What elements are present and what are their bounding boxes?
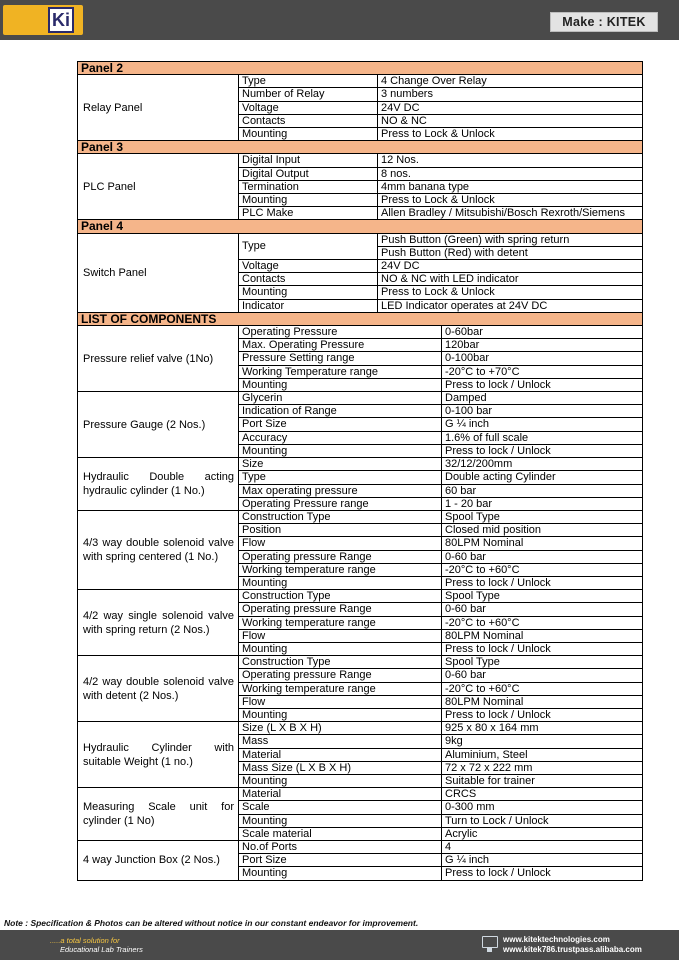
section-header-row <box>78 220 643 233</box>
spec-value: Press to Lock & Unlock <box>378 128 643 141</box>
spec-value: 8 nos. <box>378 167 643 180</box>
spec-value: Allen Bradley / Mitsubishi/Bosch Rexroth/Siemens <box>378 207 643 220</box>
spec-value: Double acting Cylinder <box>442 471 643 484</box>
spec-label: Type <box>239 233 378 259</box>
spec-value: 80LPM Nominal <box>442 695 643 708</box>
spec-value: -20°C to +60°C <box>442 616 643 629</box>
component-name: 4/3 way double solenoid valve with spring centered (1 No.) <box>78 510 239 589</box>
section-header-row <box>78 141 643 154</box>
spec-label: Mounting <box>239 576 442 589</box>
spec-value: 12 Nos. <box>378 154 643 167</box>
table-row <box>78 75 643 88</box>
spec-label: Accuracy <box>239 431 442 444</box>
table-row <box>78 154 643 167</box>
table-row <box>78 392 643 405</box>
spec-label: Termination <box>239 180 378 193</box>
spec-label: Operating Pressure <box>239 326 442 339</box>
section-title: Panel 4 <box>78 220 643 233</box>
section-header-row <box>78 62 643 75</box>
spec-label: Scale material <box>239 827 442 840</box>
spec-label: Flow <box>239 537 442 550</box>
spec-value: 1 - 20 bar <box>442 497 643 510</box>
make-label: Make : KITEK <box>550 12 658 32</box>
spec-value: Spool Type <box>442 656 643 669</box>
spec-value: Closed mid position <box>442 524 643 537</box>
spec-value: Turn to Lock / Unlock <box>442 814 643 827</box>
spec-label: Material <box>239 788 442 801</box>
spec-label: Mounting <box>239 814 442 827</box>
spec-value: -20°C to +60°C <box>442 563 643 576</box>
spec-value: 72 x 72 x 222 mm <box>442 761 643 774</box>
spec-value: 24V DC <box>378 260 643 273</box>
spec-value: 0-300 mm <box>442 801 643 814</box>
spec-value: Press to lock / Unlock <box>442 576 643 589</box>
spec-label: Type <box>239 75 378 88</box>
table-row <box>78 510 643 523</box>
component-name: Switch Panel <box>78 233 239 312</box>
spec-value: Press to lock / Unlock <box>442 708 643 721</box>
spec-value: Aluminium, Steel <box>442 748 643 761</box>
section-header-row <box>78 312 643 325</box>
spec-label: Digital Output <box>239 167 378 180</box>
component-name: 4 way Junction Box (2 Nos.) <box>78 840 239 880</box>
spec-value: 4 <box>442 840 643 853</box>
spec-label: Digital Input <box>239 154 378 167</box>
spec-value: 32/12/200mm <box>442 458 643 471</box>
component-name: Pressure relief valve (1No) <box>78 326 239 392</box>
spec-label: Pressure Setting range <box>239 352 442 365</box>
spec-label: Mounting <box>239 194 378 207</box>
spec-value: G ¼ inch <box>442 854 643 867</box>
component-name: 4/2 way double solenoid valve with detent (2 Nos.) <box>78 656 239 722</box>
table-row <box>78 458 643 471</box>
spec-label: Construction Type <box>239 656 442 669</box>
spec-value: NO & NC with LED indicator <box>378 273 643 286</box>
monitor-icon <box>482 936 498 948</box>
tagline-line-2: Educational Lab Trainers <box>60 945 143 954</box>
spec-value: Damped <box>442 392 643 405</box>
spec-label: Operating pressure Range <box>239 603 442 616</box>
spec-label: Mounting <box>239 708 442 721</box>
spec-label: Size <box>239 458 442 471</box>
spec-label: Scale <box>239 801 442 814</box>
kitek-logo <box>3 5 83 35</box>
website-link-2[interactable]: www.kitek786.trustpass.alibaba.com <box>503 945 642 954</box>
component-name: Relay Panel <box>78 75 239 141</box>
spec-label: Flow <box>239 629 442 642</box>
component-name: Hydraulic Cylinder with suitable Weight (1 no.) <box>78 722 239 788</box>
website-link-1[interactable]: www.kitektechnologies.com <box>503 935 610 944</box>
table-row <box>78 788 643 801</box>
table-row <box>78 590 643 603</box>
specification-table <box>77 61 643 881</box>
spec-value: 4 Change Over Relay <box>378 75 643 88</box>
spec-value: 0-60 bar <box>442 550 643 563</box>
spec-label: Flow <box>239 695 442 708</box>
spec-label: Mounting <box>239 774 442 787</box>
spec-label: Max operating pressure <box>239 484 442 497</box>
disclaimer-note: Note : Specification & Photos can be altered without notice in our constant endeavor for improvement. <box>4 918 419 928</box>
spec-value: Press to lock / Unlock <box>442 378 643 391</box>
spec-value: LED Indicator operates at 24V DC <box>378 299 643 312</box>
component-name: Hydraulic Double acting hydraulic cylinder (1 No.) <box>78 458 239 511</box>
spec-label: Working Temperature range <box>239 365 442 378</box>
tagline <box>50 936 143 954</box>
spec-value: Press to lock / Unlock <box>442 642 643 655</box>
spec-value: CRCS <box>442 788 643 801</box>
spec-value: 0-100bar <box>442 352 643 365</box>
spec-value: Spool Type <box>442 510 643 523</box>
spec-value: G ¼ inch <box>442 418 643 431</box>
component-name: Measuring Scale unit for cylinder (1 No) <box>78 788 239 841</box>
spec-value: 9kg <box>442 735 643 748</box>
spec-label: Operating pressure Range <box>239 550 442 563</box>
spec-label: Mounting <box>239 378 442 391</box>
spec-value: -20°C to +60°C <box>442 682 643 695</box>
table-row <box>78 233 643 246</box>
component-name: PLC Panel <box>78 154 239 220</box>
table-row <box>78 656 643 669</box>
spec-value: 925 x 80 x 164 mm <box>442 722 643 735</box>
spec-value: 0-100 bar <box>442 405 643 418</box>
tagline-line-1: .....a total solution for <box>50 936 120 945</box>
section-title: Panel 3 <box>78 141 643 154</box>
table-row <box>78 840 643 853</box>
spec-label: Working temperature range <box>239 563 442 576</box>
spec-value: 0-60 bar <box>442 669 643 682</box>
website-links <box>503 935 642 955</box>
spec-label: Voltage <box>239 101 378 114</box>
spec-value: NO & NC <box>378 114 643 127</box>
logo-mark: Ki <box>48 7 74 33</box>
spec-label: Construction Type <box>239 590 442 603</box>
spec-label: Size (L X B X H) <box>239 722 442 735</box>
spec-label: Mounting <box>239 642 442 655</box>
spec-label: Working temperature range <box>239 616 442 629</box>
spec-label: Construction Type <box>239 510 442 523</box>
spec-label: Working temperature range <box>239 682 442 695</box>
spec-label: Mounting <box>239 867 442 880</box>
spec-label: Port Size <box>239 418 442 431</box>
spec-value: Push Button (Green) with spring return <box>378 233 643 246</box>
spec-label: Mass <box>239 735 442 748</box>
spec-value: 0-60 bar <box>442 603 643 616</box>
spec-value: 4mm banana type <box>378 180 643 193</box>
spec-label: Operating Pressure range <box>239 497 442 510</box>
spec-value: 80LPM Nominal <box>442 629 643 642</box>
spec-label: Material <box>239 748 442 761</box>
component-name: 4/2 way single solenoid valve with spring return (2 Nos.) <box>78 590 239 656</box>
spec-label: Voltage <box>239 260 378 273</box>
spec-label: Type <box>239 471 442 484</box>
spec-value: Press to Lock & Unlock <box>378 194 643 207</box>
spec-value: Press to Lock & Unlock <box>378 286 643 299</box>
spec-value: 3 numbers <box>378 88 643 101</box>
spec-value: -20°C to +70°C <box>442 365 643 378</box>
spec-label: Number of Relay <box>239 88 378 101</box>
spec-label: Mass Size (L X B X H) <box>239 761 442 774</box>
section-title: Panel 2 <box>78 62 643 75</box>
spec-value: 1.6% of full scale <box>442 431 643 444</box>
spec-label: Mounting <box>239 444 442 457</box>
spec-value: 24V DC <box>378 101 643 114</box>
spec-label: PLC Make <box>239 207 378 220</box>
spec-value: 60 bar <box>442 484 643 497</box>
section-title: LIST OF COMPONENTS <box>78 312 643 325</box>
spec-value: Press to lock / Unlock <box>442 867 643 880</box>
spec-label: No.of Ports <box>239 840 442 853</box>
spec-value: Press to lock / Unlock <box>442 444 643 457</box>
spec-label: Mounting <box>239 286 378 299</box>
table-row <box>78 326 643 339</box>
spec-value: 0-60bar <box>442 326 643 339</box>
component-name: Pressure Gauge (2 Nos.) <box>78 392 239 458</box>
spec-label: Glycerin <box>239 392 442 405</box>
spec-label: Contacts <box>239 273 378 286</box>
table-row <box>78 722 643 735</box>
spec-value: 80LPM Nominal <box>442 537 643 550</box>
spec-value: Push Button (Red) with detent <box>378 246 643 259</box>
spec-value: Suitable for trainer <box>442 774 643 787</box>
spec-label: Mounting <box>239 128 378 141</box>
spec-label: Port Size <box>239 854 442 867</box>
spec-label: Indicator <box>239 299 378 312</box>
spec-value: Spool Type <box>442 590 643 603</box>
spec-label: Contacts <box>239 114 378 127</box>
spec-label: Position <box>239 524 442 537</box>
spec-label: Operating pressure Range <box>239 669 442 682</box>
spec-value: 120bar <box>442 339 643 352</box>
spec-label: Indication of Range <box>239 405 442 418</box>
spec-label: Max. Operating Pressure <box>239 339 442 352</box>
spec-value: Acrylic <box>442 827 643 840</box>
